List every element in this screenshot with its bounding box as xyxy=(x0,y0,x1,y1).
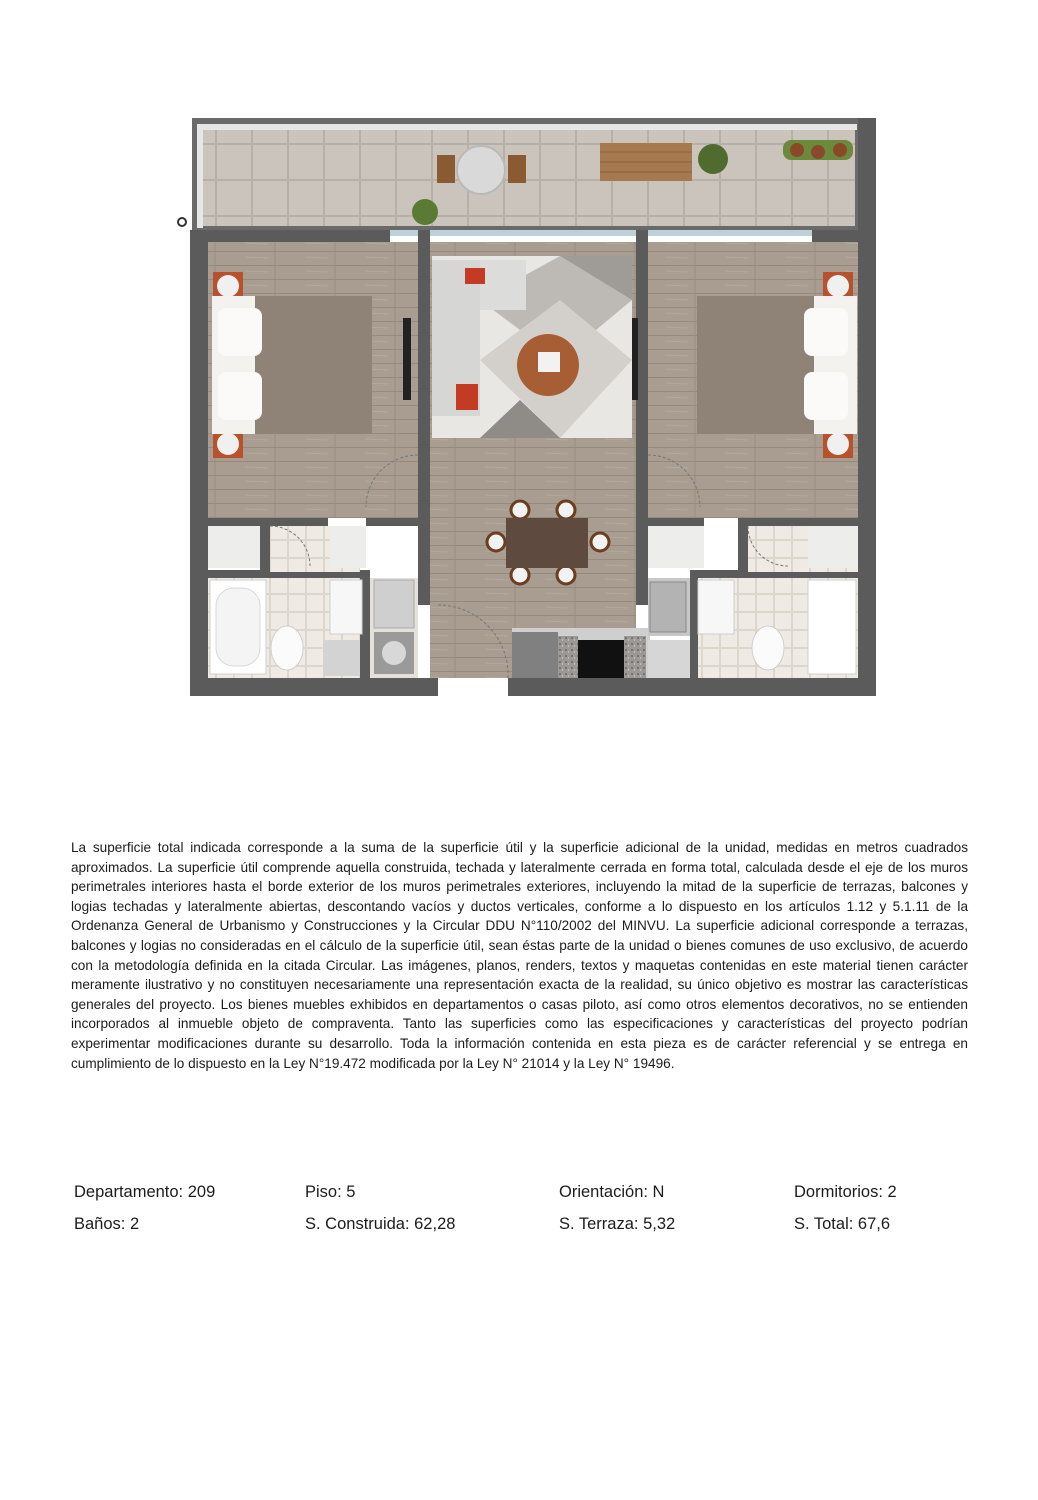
spec-departamento: Departamento: 209 xyxy=(74,1183,216,1201)
toilet-icon xyxy=(271,626,303,670)
left-bathroom xyxy=(208,526,366,678)
spec-s-total: S. Total: 67,6 xyxy=(794,1215,891,1233)
spec-dormitorios: Dormitorios: 2 xyxy=(794,1183,897,1201)
legal-disclaimer: La superficie total indicada corresponde a la suma de la superficie útil y la superficie adicional de la unidad, medidas en metros cuadrados aproximados. La superficie útil comprende aquella construida, techada y lateralmente cerrada en forma total, calculada desde el eje de los muros perimetrales interiores hasta el borde exterior de los muros perimetrales exteriores, incluyendo la mitad de la superficie de terrazas, balcones y logias techadas y lateralmente abiertas, descontando vacíos y ductos verticales, conforme a lo dispuesto en los artículos 1.12 y 5.1.11 de la Ordenanza General de Urbanismo y Construcciones y la Circular DDU N°110/2002 del MINVU. La superficie adicional corresponde a terrazas, balcones y logias no consideradas en el cálculo de la superficie útil, sean éstas parte de la unidad o bienes comunes de uso exclusivo, de acuerdo con la metodología definida en la citada Circular. Las imágenes, planos, renders, textos y maquetas contenidas en este material tienen carácter meramente ilustrativo y no constituyen necesariamente una representación exacta de la realidad, su único objetivo es mostrar las características generales del proyecto. Los bienes muebles exhibidos en departamentos o casas piloto, así como otros elementos decorativos, no se entienden incorporados al inmueble objeto de compraventa. Tanto las superficies como las especificaciones y características del proyecto podrían experimentar modificaciones durante su desarrollo. Toda la información contenida en esta pieza es de carácter referencial y se entrega en cumplimiento de lo dispuesto en la Ley N°19.472 modificada por la Ley N° 21014 y la Ley N° 19496. xyxy=(71,840,968,1071)
spec-banos: Baños: 2 xyxy=(74,1215,140,1233)
bathtub-icon xyxy=(210,580,266,674)
coffee-table-icon xyxy=(517,334,579,396)
floor-plan-image xyxy=(160,110,890,710)
spec-piso: Piso: 5 xyxy=(305,1183,356,1201)
right-bedroom xyxy=(697,272,857,458)
spec-s-terraza: S. Terraza: 5,32 xyxy=(559,1215,676,1233)
spec-s-construida: S. Construida: 62,28 xyxy=(305,1215,456,1233)
sink-icon xyxy=(330,580,362,634)
bathtub-icon xyxy=(808,580,856,674)
terrace xyxy=(178,118,870,230)
planter-icon xyxy=(783,140,853,160)
tv-icon xyxy=(403,318,411,400)
plant-icon xyxy=(698,144,728,174)
bench-icon xyxy=(600,143,692,181)
laundry xyxy=(370,578,418,678)
sink-icon xyxy=(698,580,734,634)
plant-icon xyxy=(412,199,438,225)
living-room xyxy=(432,256,632,438)
double-bed-icon xyxy=(697,296,857,434)
cooktop-icon xyxy=(578,640,624,678)
kitchen-sink-icon xyxy=(650,582,686,632)
left-bedroom xyxy=(212,272,372,458)
spec-orientacion: Orientación: N xyxy=(559,1183,665,1201)
double-bed-icon xyxy=(212,296,372,434)
toilet-icon xyxy=(752,626,784,670)
